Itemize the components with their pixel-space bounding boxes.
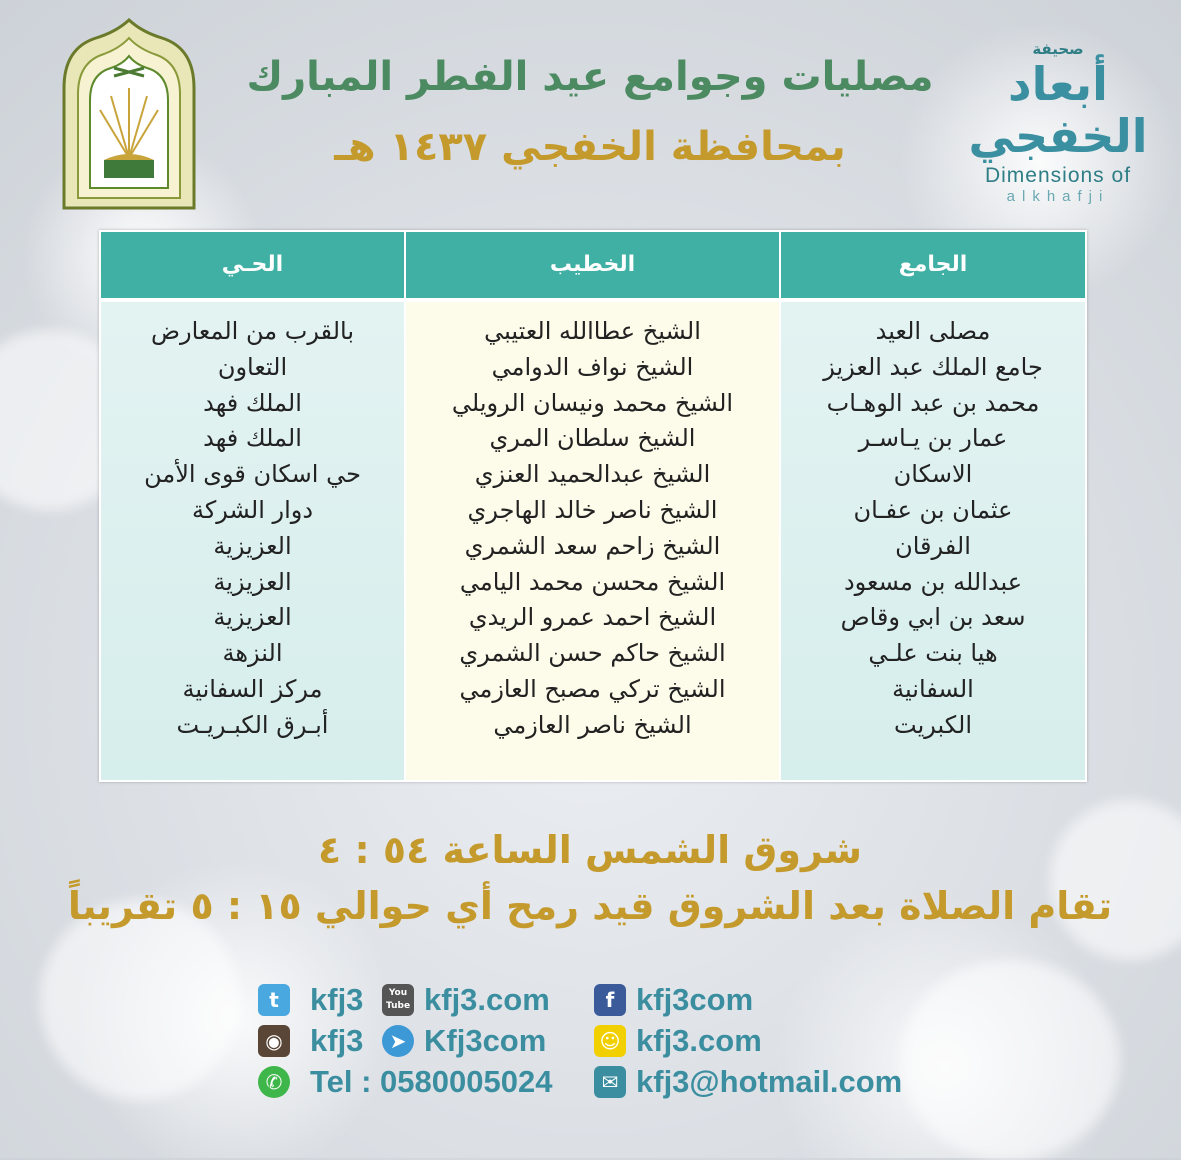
mosque-cell: الكبريت bbox=[894, 710, 972, 739]
preacher-cell: الشيخ سلطان المري bbox=[489, 424, 696, 453]
email-icon: ✉ bbox=[594, 1066, 626, 1098]
header-preacher: الخطيب bbox=[406, 232, 779, 298]
preacher-cell: الشيخ زاحم سعد الشمري bbox=[464, 531, 721, 560]
preacher-cell: الشيخ تركي مصبح العازمي bbox=[459, 674, 726, 703]
district-cell: أبـرق الكبـريـت bbox=[176, 710, 329, 739]
mosque-cell: السفانية bbox=[892, 674, 974, 703]
preacher-cell: الشيخ نواف الدوامي bbox=[491, 352, 694, 381]
telegram-link[interactable]: Kfj3com bbox=[424, 1023, 547, 1058]
header-mosque: الجامع bbox=[781, 232, 1085, 298]
mosque-column bbox=[781, 302, 1085, 780]
sunrise-time: شروق الشمس الساعة ٥٤ : ٤ bbox=[318, 828, 862, 872]
district-cell: العزيزية bbox=[213, 603, 292, 632]
publisher-logo bbox=[958, 40, 1158, 205]
district-cell: التعاون bbox=[217, 352, 288, 381]
district-cell: دوار الشركة bbox=[191, 495, 314, 524]
mosque-cell: الفرقان bbox=[895, 531, 971, 560]
bokeh-light bbox=[40, 900, 240, 1100]
district-cell: بالقرب من المعارض bbox=[150, 317, 354, 345]
table-header bbox=[101, 232, 1085, 300]
preacher-cell: الشيخ محمد ونيسان الرويلي bbox=[451, 388, 734, 417]
district-cell: العزيزية bbox=[213, 567, 292, 596]
preacher-cell: الشيخ عطاالله العتيبي bbox=[484, 317, 701, 345]
district-cell: الملك فهد bbox=[203, 424, 302, 453]
logo-small-text: صحيفة bbox=[1032, 40, 1084, 58]
page-subtitle: بمحافظة الخفجي ١٤٣٧ هـ bbox=[334, 124, 846, 170]
instagram-handle[interactable]: kfj3 bbox=[310, 1023, 364, 1058]
facebook-link[interactable]: kfj3com bbox=[636, 982, 754, 1017]
twitter-icon: t bbox=[258, 984, 290, 1016]
preacher-cell: الشيخ عبدالحميد العنزي bbox=[474, 460, 711, 489]
logo-english-line2: alkhafji bbox=[1006, 188, 1110, 205]
district-cell: الملك فهد bbox=[203, 388, 302, 417]
ministry-emblem bbox=[56, 18, 202, 210]
snapchat-link[interactable]: kfj3.com bbox=[636, 1023, 762, 1058]
preacher-cell: الشيخ محسن محمد اليامي bbox=[459, 567, 726, 596]
mosque-cell: هيا بنت علـي bbox=[868, 639, 998, 668]
district-column bbox=[101, 302, 404, 780]
mosque-cell: عمار بن يـاسـر bbox=[858, 424, 1008, 453]
instagram-icon: ◉ bbox=[258, 1025, 290, 1057]
preacher-cell: الشيخ احمد عمرو الريدي bbox=[468, 603, 717, 632]
mosques-table bbox=[99, 230, 1087, 782]
logo-english-line1: Dimensions of bbox=[984, 164, 1132, 187]
district-cell: حي اسكان قوى الأمن bbox=[144, 460, 361, 489]
preacher-cell: الشيخ حاكم حسن الشمري bbox=[459, 639, 726, 668]
facebook-icon: f bbox=[594, 984, 626, 1016]
email-address[interactable]: kfj3@hotmail.com bbox=[636, 1064, 903, 1099]
bokeh-light bbox=[1050, 800, 1181, 960]
telegram-icon: ➤ bbox=[382, 1025, 414, 1057]
header-district: الحـي bbox=[101, 232, 404, 298]
district-cell: العزيزية bbox=[213, 531, 292, 560]
logo-wordmark: أبعاد الخفجي bbox=[968, 57, 1148, 163]
whatsapp-icon: ✆ bbox=[258, 1066, 290, 1098]
phone-number[interactable]: Tel : 0580005024 bbox=[310, 1064, 553, 1099]
youtube-icon: You Tube bbox=[382, 984, 414, 1016]
preacher-cell: الشيخ ناصر العازمي bbox=[493, 710, 692, 739]
district-cell: النزهة bbox=[222, 639, 283, 668]
mosque-cell: جامع الملك عبد العزيز bbox=[823, 352, 1043, 381]
district-cell: مركز السفانية bbox=[182, 674, 323, 703]
youtube-link[interactable]: kfj3.com bbox=[424, 982, 550, 1017]
preacher-column bbox=[406, 302, 779, 780]
prayer-time-note: تقام الصلاة بعد الشروق قيد رمح أي حوالي ١٥ : ٥ تقريباً bbox=[67, 884, 1113, 928]
page-title: مصليات وجوامع عيد الفطر المبارك bbox=[246, 54, 934, 100]
mosque-cell: محمد بن عبد الوهـاب bbox=[826, 388, 1040, 417]
bokeh-light bbox=[900, 960, 1120, 1160]
snapchat-icon: ☺ bbox=[594, 1025, 626, 1057]
mosque-cell: الاسكان bbox=[893, 460, 973, 489]
preacher-cell: الشيخ ناصر خالد الهاجري bbox=[467, 495, 718, 524]
mosque-cell: عثمان بن عفـان bbox=[853, 495, 1013, 524]
mosque-cell: مصلى العيد bbox=[875, 317, 991, 345]
twitter-handle[interactable]: kfj3 bbox=[310, 982, 364, 1017]
mosque-cell: سعد بن ابي وقاص bbox=[840, 603, 1026, 632]
mosque-cell: عبدالله بن مسعود bbox=[843, 567, 1023, 596]
